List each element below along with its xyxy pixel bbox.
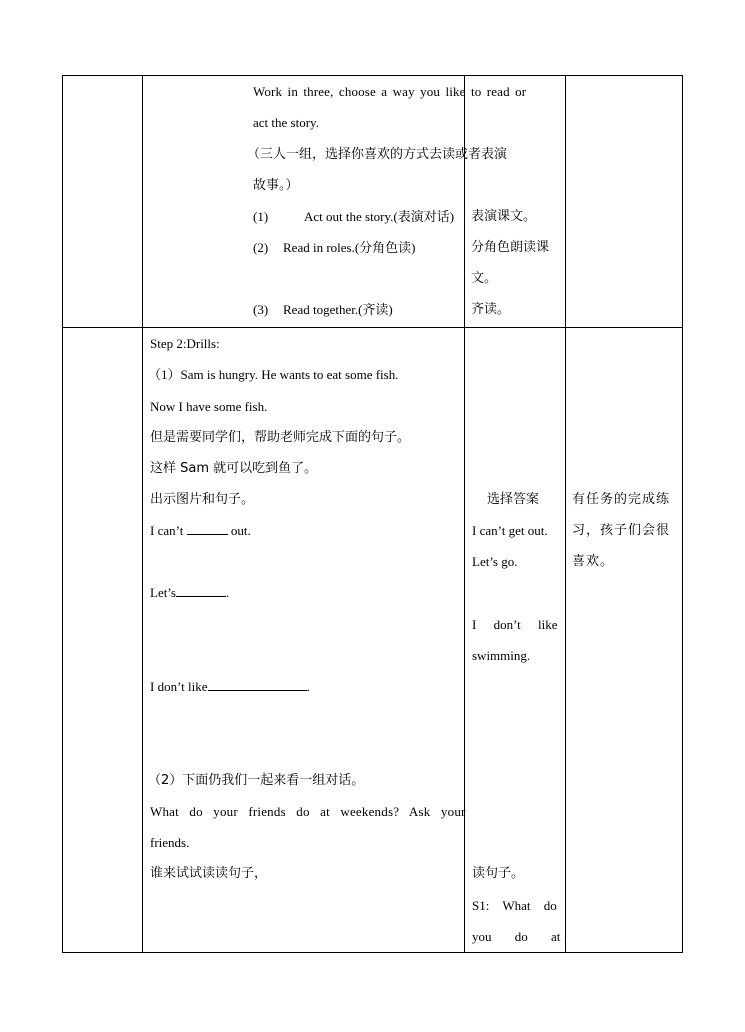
drill-1-line-2: Now I have some fish. — [150, 399, 268, 414]
teacher-activity-cell — [143, 328, 465, 953]
intro-line-1: Work in three, choose a way you like to read or — [253, 84, 527, 99]
option-2-number: (2) — [253, 240, 269, 255]
notes-cell — [566, 328, 683, 953]
drill-2-question-2: friends. — [150, 835, 190, 850]
stage-cell — [63, 76, 143, 328]
drill-2-cn: 谁来试试读读句子， — [150, 866, 268, 881]
student-activity-cell — [465, 328, 566, 953]
student-roles-2: 文。 — [471, 271, 498, 286]
note-line-1: 有任务的完成练 — [572, 492, 671, 507]
option-3-number: (3) — [253, 302, 269, 317]
table-row — [63, 328, 683, 953]
option-1-text: Act out the story.(表演对话) — [304, 209, 455, 224]
drill-1-cn-1: 但是需要同学们，帮助老师完成下面的句子。 — [150, 430, 411, 445]
blank-line — [187, 523, 228, 535]
drill-2-intro: （2）下面仍我们一起来看一组对话。 — [148, 773, 365, 788]
blank-line — [176, 585, 226, 597]
sentence-3: I don’t like . — [150, 679, 310, 694]
student-roles-1: 分角色朗读课 — [471, 240, 550, 255]
cn-instruction-line-2: 故事。） — [253, 178, 299, 193]
option-2-text: Read in roles.(分角色读) — [283, 240, 416, 255]
student-activity-cell — [465, 76, 566, 328]
drill-1-cn-3: 出示图片和句子。 — [150, 492, 255, 507]
table-row — [63, 76, 683, 328]
student-dialogue-1: S1: What do — [472, 898, 557, 913]
student-read-together: 齐读。 — [471, 302, 511, 317]
drill-1-cn-2: 这样 Sam 就可以吃到鱼了。 — [150, 461, 318, 476]
answer-3-line-1: I don’t like — [472, 617, 558, 632]
option-3-text: Read together.(齐读) — [283, 302, 393, 317]
note-line-3: 喜欢。 — [572, 554, 615, 569]
option-1-number: (1) — [253, 209, 269, 224]
note-line-2: 习，孩子们会很 — [572, 523, 671, 538]
notes-cell — [566, 76, 683, 328]
blank-line — [208, 679, 307, 691]
drill-2-question-1: What do your friends do at weekends? Ask your — [150, 804, 466, 819]
answer-3-line-2: swimming. — [472, 648, 531, 663]
stage-cell — [63, 328, 143, 953]
cn-instruction-line-1: （三人一组，选择你喜欢的方式去读或者表演 — [247, 147, 508, 162]
answer-1: I can’t get out. — [472, 523, 548, 538]
step-heading: Step 2:Drills: — [150, 336, 220, 351]
student-act-out: 表演课文。 — [471, 209, 537, 224]
intro-line-2: act the story. — [253, 115, 319, 130]
sentence-2: Let’s . — [150, 585, 230, 600]
drill-1-intro: （1）Sam is hungry. He wants to eat some fish. — [148, 367, 399, 382]
student-read-sentence: 读句子。 — [472, 866, 525, 881]
lesson-plan-table — [62, 75, 683, 953]
student-dialogue-2: you do at — [472, 929, 561, 944]
student-choose-answer: 选择答案 — [487, 492, 540, 507]
sentence-1: I can’t out. — [150, 523, 251, 538]
answer-2: Let’s go. — [472, 554, 518, 569]
